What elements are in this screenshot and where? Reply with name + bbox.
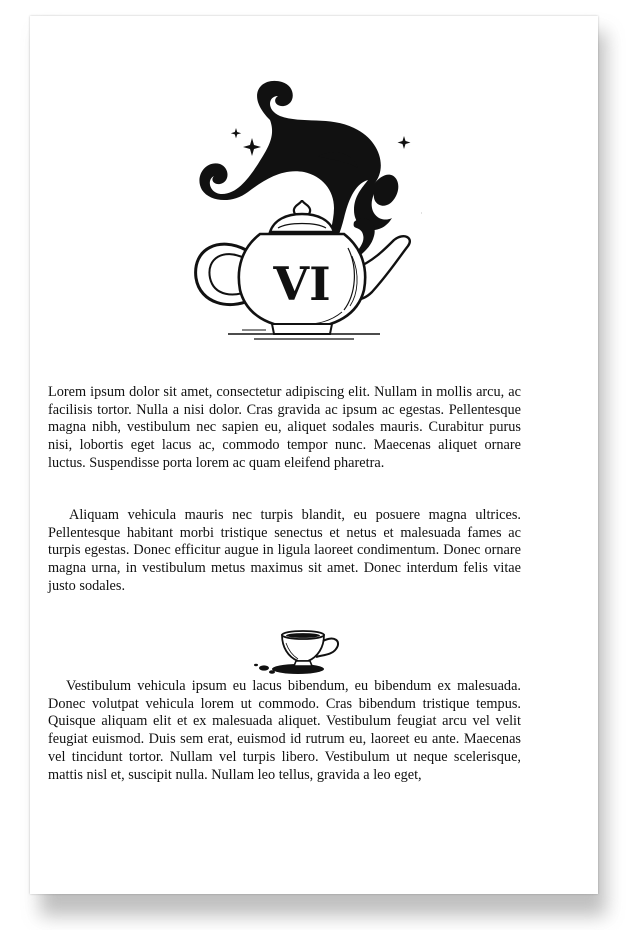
teapot-smoke-icon <box>158 72 422 344</box>
teacup-spill-icon <box>226 617 346 679</box>
chapter-numeral: VI <box>273 257 331 311</box>
paragraph-1: Lorem ipsum dolor sit amet, consectetur adipiscing elit. Nullam in mollis arcu, ac facilisis tortor. Nulla a nisi dolor. Cras gravida ac ipsum ac egestas. Pellentesque magna nibh, vestibulum nec sapien eu, aliquet sodales mauris. Curabitur purus nisi, lobortis eget lacus ac, commodo tempor nunc. Maecenas aliquet ornare luctus. Suspendisse porta lorem ac quam eleifend pharetra. <box>48 384 521 471</box>
paragraph-2: Aliquam vehicula mauris nec turpis blandit, eu posuere magna ultrices. Pellentesque habitant morbi tristique senectus et netus et malesuada fames ac turpis egestas. Donec efficitur augue in ligula laoreet condimentum. Donec ornare magna urna, in vestibulum metus maximus sit amet. Donec interdum felis vitae justo sodales. <box>48 507 521 594</box>
paragraph-3: Vestibulum vehicula ipsum eu lacus bibendum, eu bibendum ex malesuada. Donec volutpat vehicula lorem ut commodo. Cras bibendum tristique tempus. Quisque aliquam elit et ex malesuada aliquet. Vestibulum feugiat arcu vel velit feugiat euismod. Duis sem erat, euismod id rutrum eu, laoreet eu ante. Maecenas vel tincidunt tortor. Nullam vel turpis libero. Vestibulum ut neque scelerisque, mattis nisl et, suscipit nulla. Nullam leo tellus, gravida a leo eget, <box>48 678 521 783</box>
